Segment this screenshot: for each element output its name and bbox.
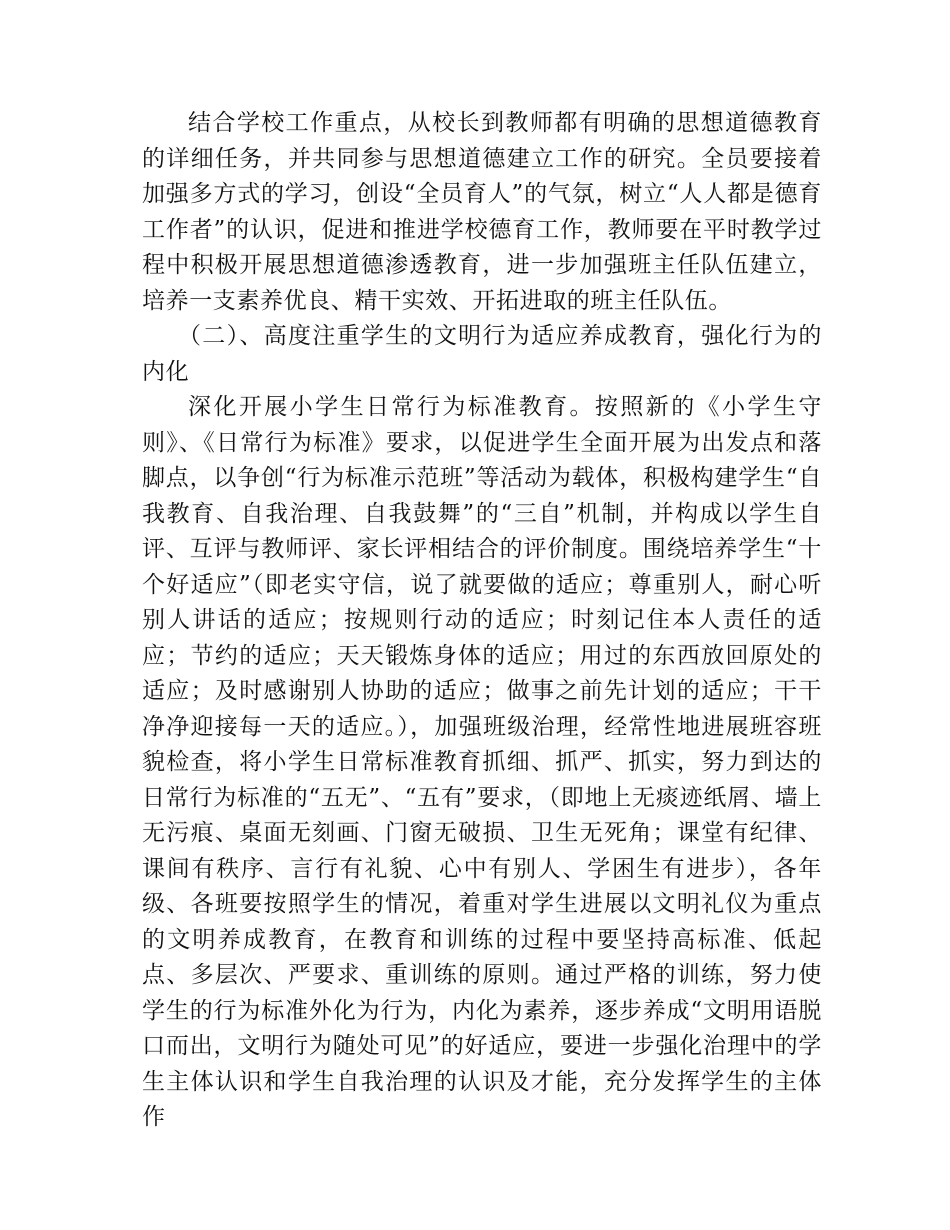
paragraph-daily-behavior-standards: 深化开展小学生日常行为标准教育。按照新的《小学生守则》、《日常行为标准》要求，以促进学生全面开展为出发点和落脚点，以争创“行为标准示范班”等活动为载体，积极构建学生“自我教育、自我治理、自我鼓舞”的“三自”机制，并构成以学生自评、互评与教师评、家长评相结合的评价制度。围绕培养学生“十个好适应”（即老实守信，说了就要做的适应；尊重别人，耐心听别人讲话的适应；按规则行动的适应；时刻记住本人责任的适应；节约的适应；天天锻炼身体的适应；用过的东西放回原处的适应；及时感谢别人协助的适应；做事之前先计划的适应；干干净净迎接每一天的适应。），加强班级治理，经常性地进展班容班貌检查，将小学生日常标准教育抓细、抓严、抓实，努力到达的日常行为标准的“五无”、“五有”要求，（即地上无痰迹纸屑、墙上无污痕、桌面无刻画、门窗无破损、卫生无死角；课堂有纪律、课间有秩序、言行有礼貌、心中有别人、学困生有进步），各年级、各班要按照学生的情况，着重对学生进展以文明礼仪为重点的文明养成教育，在教育和训练的过程中要坚持高标准、低起点、多层次、严要求、重训练的原则。通过严格的训练，努力使学生的行为标准外化为行为，内化为素养，逐步养成“文明用语脱口而出，文明行为随处可见”的好适应，要进一步强化治理中的学生主体认识和学生自我治理的认识及才能，充分发挥学生的主体作 (142, 394, 822, 1130)
document-body (142, 106, 822, 1136)
section-heading-civilized-behavior: （二）、高度注重学生的文明行为适应养成教育，强化行为的内化 (142, 323, 822, 385)
paragraph-staff-moral-education: 结合学校工作重点，从校长到教师都有明确的思想道德教育的详细任务，并共同参与思想道德建立工作的研究。全员要接着加强多方式的学习，创设“全员育人”的气氛，树立“人人都是德育工作者”的认识，促进和推进学校德育工作，教师要在平时教学过程中积极开展思想道德渗透教育，进一步加强班主任队伍建立，培养一支素养优良、精干实效、开拓进取的班主任队伍。 (142, 110, 822, 314)
